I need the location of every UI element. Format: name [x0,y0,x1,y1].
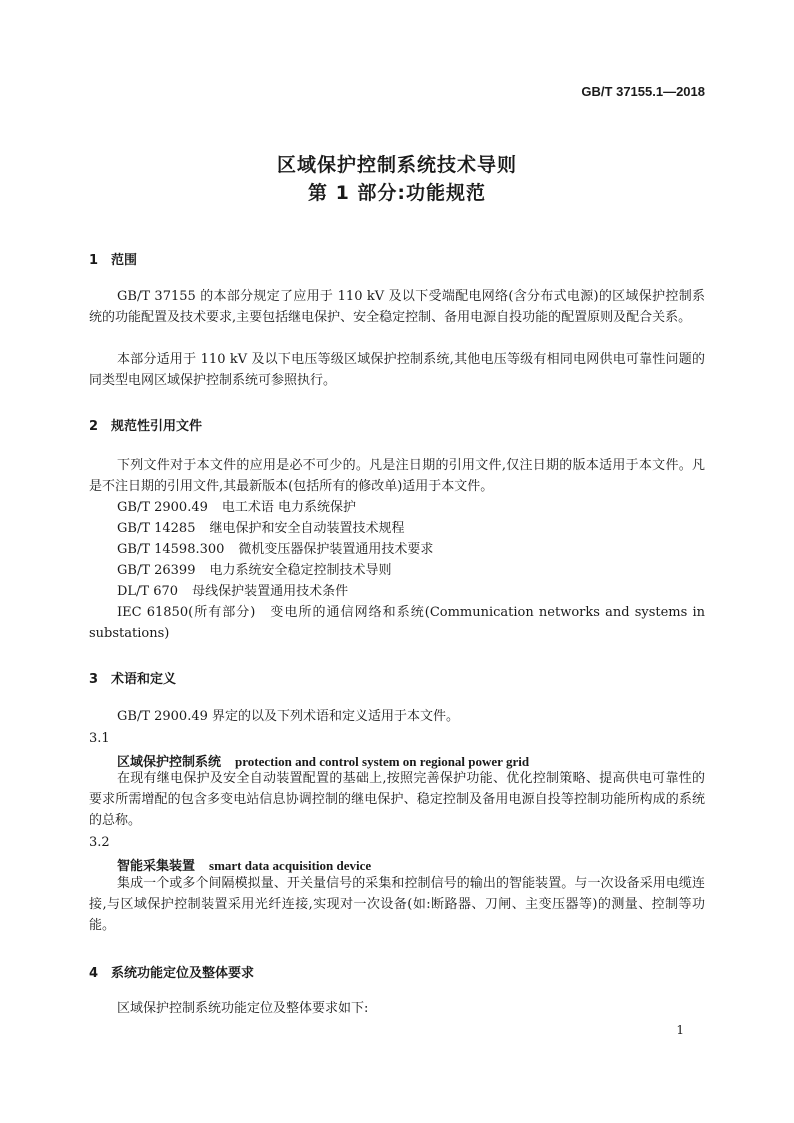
section-1-heading [89,249,137,268]
reference-code: GB/T 14285 [117,521,196,536]
term-number: 3.1 [89,731,110,746]
section-1-paragraph-1: GB/T 37155 的本部分规定了应用于 110 kV 及以下受端配电网络(含分布式电源)的区域保护控制系统的功能配置及技术要求,主要包括继电保护、安全稳定控制、备用电源自投功能的配置原则及配合关系。 [89,289,705,325]
section-title: 系统功能定位及整体要求 [111,966,255,981]
section-3-intro: GB/T 2900.49 界定的以及下列术语和定义适用于本文件。 [117,709,460,724]
reference-title: 微机变压器保护装置通用技术要求 [238,542,434,557]
section-4-heading [89,962,254,981]
standard-number: GB/T 37155.1—2018 [581,84,705,99]
reference-title: 电工术语 电力系统保护 [221,500,357,515]
term-heading [117,855,371,874]
reference-code: DL/T 670 [117,584,179,599]
reference-item [117,497,356,518]
reference-item-iec: IEC 61850(所有部分) 变电所的通信网络和系统(Communication networks and systems in substations) [89,605,705,641]
reference-code: GB/T 26399 [117,563,196,578]
section-number: 2 [89,419,99,434]
reference-code: GB/T 14598.300 [117,542,225,557]
section-3-heading [89,668,176,687]
reference-title: 继电保护和安全自动装置技术规程 [209,521,405,536]
reference-title: 母线保护装置通用技术条件 [192,584,349,599]
term-definition: 集成一个或多个间隔模拟量、开关量信号的采集和控制信号的输出的智能装置。与一次设备采用电缆连接,与区域保护控制装置采用光纤连接,实现对一次设备(如:断路器、刀闸、主变压器等)的测量、控制等功能。 [89,876,705,933]
section-1-paragraph-2: 本部分适用于 110 kV 及以下电压等级区域保护控制系统,其他电压等级有相同电网供电可靠性问题的同类型电网区域保护控制系统可参照执行。 [89,352,705,388]
reference-item [117,518,405,539]
term-chinese: 智能采集装置 [117,859,196,874]
term-definition: 在现有继电保护及安全自动装置配置的基础上,按照完善保护功能、优化控制策略、提高供电可靠性的要求所需增配的包含多变电站信息协调控制的继电保护、稳定控制及备用电源自投等控制功能所构成的系统的总称。 [89,771,705,828]
section-title: 范围 [111,253,138,268]
term-chinese: 区域保护控制系统 [117,755,222,770]
reference-item [117,560,392,581]
section-title: 规范性引用文件 [111,419,203,434]
section-number: 1 [89,253,99,268]
reference-code: GB/T 2900.49 [117,500,208,515]
section-number: 4 [89,966,99,981]
section-2-heading [89,415,202,434]
term-english: smart data acquisition device [209,858,372,873]
section-number: 3 [89,672,99,687]
section-4-intro: 区域保护控制系统功能定位及整体要求如下: [117,1001,369,1016]
section-title: 术语和定义 [111,672,177,687]
document-subtitle: 第 1 部分:功能规范 [307,182,487,204]
reference-title: 电力系统安全稳定控制技术导则 [209,563,392,578]
document-title: 区域保护控制系统技术导则 [276,154,517,176]
page-number: 1 [676,1023,684,1037]
term-english: protection and control system on regional power grid [235,754,530,769]
reference-item [117,581,348,602]
term-number: 3.2 [89,835,110,850]
reference-item [117,539,433,560]
section-2-intro: 下列文件对于本文件的应用是必不可少的。凡是注日期的引用文件,仅注日期的版本适用于本文件。凡是不注日期的引用文件,其最新版本(包括所有的修改单)适用于本文件。 [89,458,705,494]
